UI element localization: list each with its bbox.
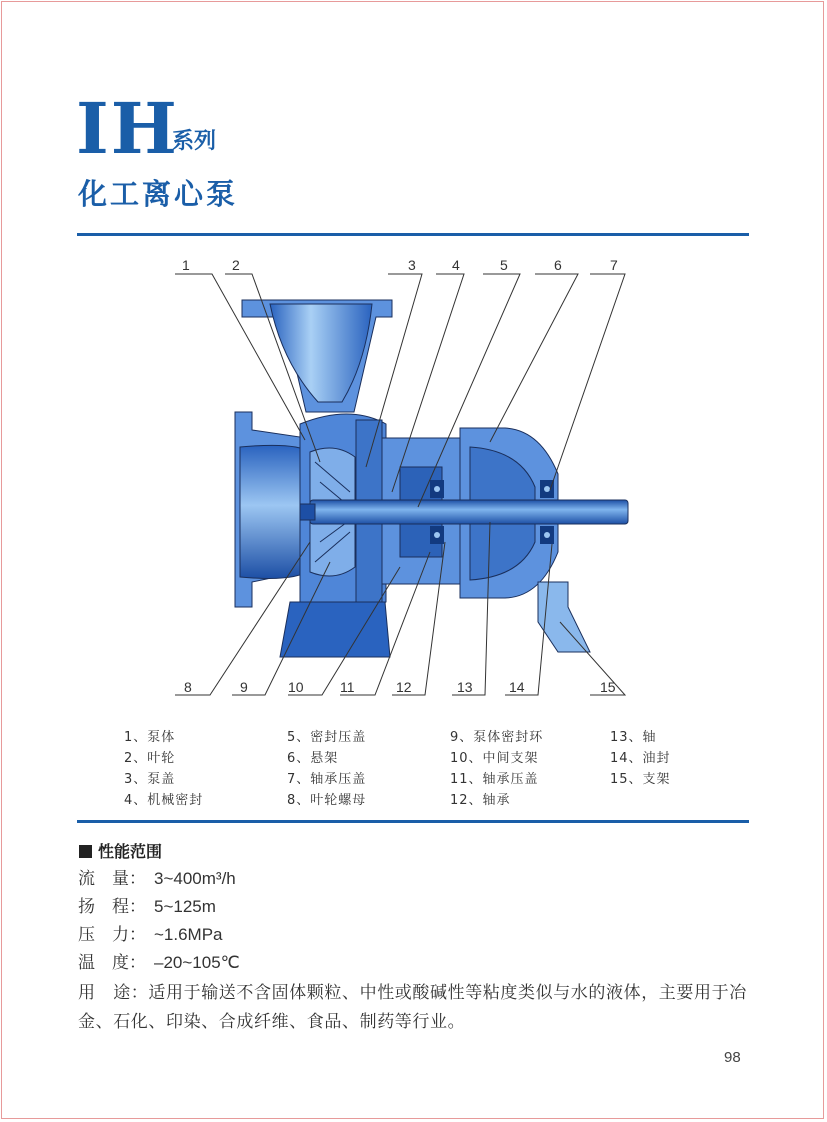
series-code: IH bbox=[76, 87, 179, 170]
usage-text: 适用于输送不含固体颗粒、中性或酸碱性等粘度类似与水的液体，主要用于冶金、石化、印染、合成纤维、食品、制药等行业。 bbox=[78, 983, 747, 1032]
usage-label: 用 途： bbox=[78, 983, 149, 1003]
callout-15: 15 bbox=[600, 679, 616, 695]
series-suffix: 系列 bbox=[172, 129, 217, 154]
page-number: 98 bbox=[724, 1049, 741, 1066]
callout-8: 8 bbox=[184, 679, 192, 695]
callout-13: 13 bbox=[457, 679, 473, 695]
legend-item: 3、泵盖 bbox=[124, 772, 176, 787]
callout-2: 2 bbox=[232, 257, 240, 273]
legend-item: 14、油封 bbox=[610, 751, 671, 766]
head-label: 扬 程： bbox=[78, 897, 146, 917]
legend-item: 11、轴承压盖 bbox=[450, 772, 539, 787]
callout-1: 1 bbox=[182, 257, 190, 273]
callout-10: 10 bbox=[288, 679, 304, 695]
callout-7: 7 bbox=[610, 257, 618, 273]
spec-flow bbox=[78, 868, 236, 890]
callout-6: 6 bbox=[554, 257, 562, 273]
parts-legend bbox=[124, 726, 724, 810]
spec-usage bbox=[78, 979, 754, 1037]
callout-14: 14 bbox=[509, 679, 525, 695]
temperature-value: –20~105℃ bbox=[154, 953, 240, 972]
callout-9: 9 bbox=[240, 679, 248, 695]
legend-item: 8、叶轮螺母 bbox=[287, 793, 367, 808]
spec-temperature bbox=[78, 952, 240, 974]
pressure-value: ~1.6MPa bbox=[154, 925, 223, 944]
flow-value: 3~400m³/h bbox=[154, 869, 236, 888]
temperature-label: 温 度： bbox=[78, 953, 146, 973]
performance-heading bbox=[79, 839, 162, 862]
callout-11: 11 bbox=[340, 679, 355, 695]
spec-head bbox=[78, 896, 216, 918]
legend-item: 1、泵体 bbox=[124, 730, 176, 745]
legend-item: 5、密封压盖 bbox=[287, 730, 367, 745]
legend-item: 12、轴承 bbox=[450, 793, 511, 808]
callout-3: 3 bbox=[408, 257, 416, 273]
legend-item: 13、轴 bbox=[610, 730, 657, 745]
square-bullet-icon bbox=[79, 845, 92, 858]
top-divider bbox=[77, 233, 749, 236]
legend-item: 4、机械密封 bbox=[124, 793, 204, 808]
section-divider bbox=[77, 820, 749, 823]
head-value: 5~125m bbox=[154, 897, 216, 916]
product-name: 化工离心泵 bbox=[78, 177, 239, 211]
support-foot bbox=[538, 582, 590, 652]
callout-12: 12 bbox=[396, 679, 412, 695]
pressure-label: 压 力： bbox=[78, 925, 146, 945]
legend-item: 2、叶轮 bbox=[124, 751, 176, 766]
legend-item: 10、中间支架 bbox=[450, 751, 539, 766]
performance-title: 性能范围 bbox=[98, 842, 163, 861]
legend-item: 15、支架 bbox=[610, 772, 671, 787]
shaft bbox=[310, 500, 628, 524]
legend-item: 9、泵体密封环 bbox=[450, 730, 544, 745]
pump-cross-section-diagram bbox=[160, 252, 660, 712]
legend-item: 6、悬架 bbox=[287, 751, 339, 766]
callout-4: 4 bbox=[452, 257, 460, 273]
flow-label: 流 量： bbox=[78, 869, 146, 889]
legend-item: 7、轴承压盖 bbox=[287, 772, 367, 787]
spec-pressure bbox=[78, 924, 223, 946]
callout-5: 5 bbox=[500, 257, 508, 273]
